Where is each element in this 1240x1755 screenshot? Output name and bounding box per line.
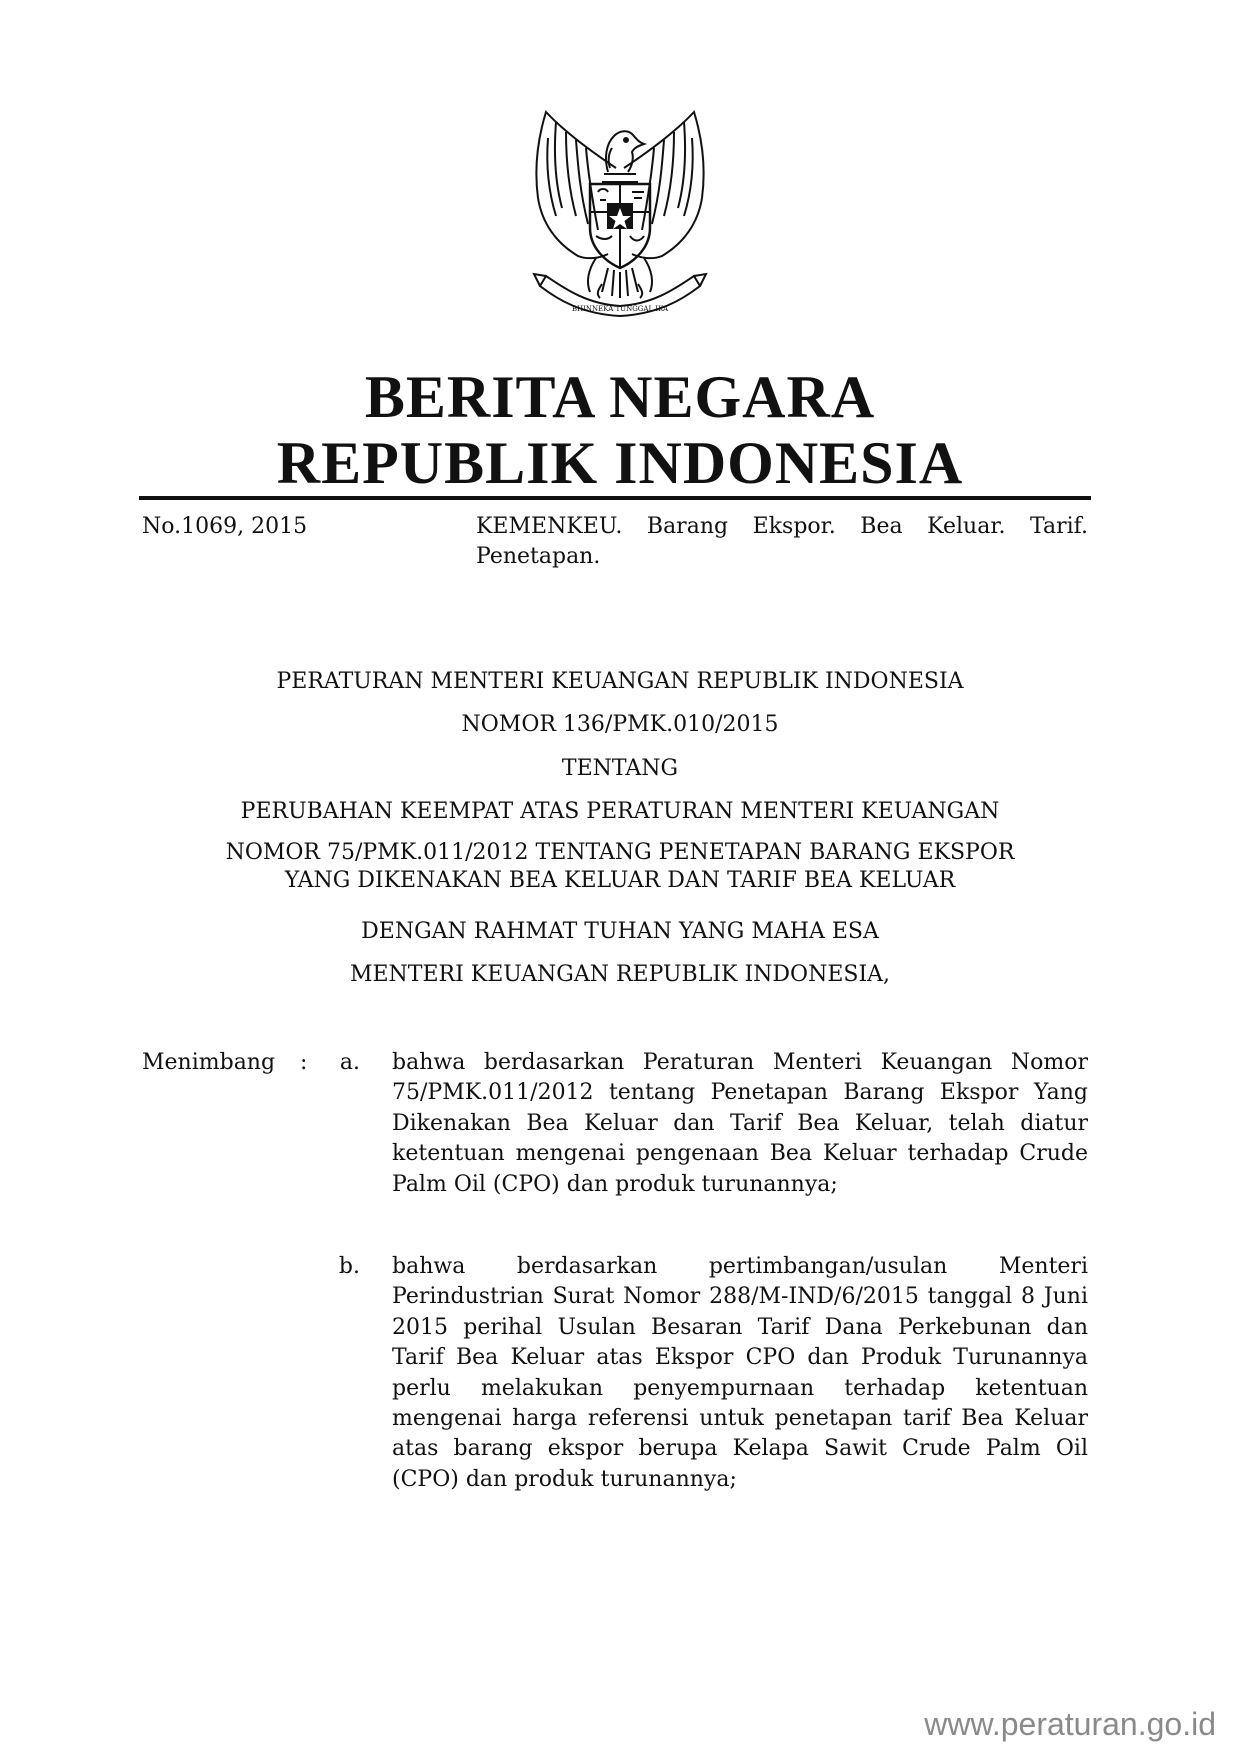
source-watermark: www.peraturan.go.id xyxy=(924,1706,1216,1742)
regulation-issuer: MENTERI KEUANGAN REPUBLIK INDONESIA, xyxy=(349,962,891,987)
regulation-subject-line1: PERUBAHAN KEEMPAT ATAS PERATURAN MENTERI KEUANGAN xyxy=(240,799,1000,824)
regulation-subject-line3: YANG DIKENAKAN BEA KELUAR DAN TARIF BEA KELUAR xyxy=(284,868,956,893)
garuda-emblem-icon xyxy=(516,108,724,318)
masthead-divider xyxy=(139,496,1091,500)
considering-item-letter: b. xyxy=(338,1254,360,1279)
emblem-motto: BHINNEKA TUNGGAL IKA xyxy=(571,305,669,313)
gazette-subject: KEMENKEU. Barang Ekspor. Bea Keluar. Tarif. Penetapan. xyxy=(476,514,1088,569)
regulation-title: PERATURAN MENTERI KEUANGAN REPUBLIK INDONESIA xyxy=(276,669,964,694)
regulation-about: TENTANG xyxy=(561,756,679,781)
considering-item-letter: a. xyxy=(339,1050,360,1075)
considering-item-text: bahwa berdasarkan pertimbangan/usulan Menteri Perindustrian Surat Nomor 288/M-IND/6/2015 tanggal 8 Juni 2015 perihal Usulan Besaran Tarif Dana Perkebunan dan Tarif Bea Keluar atas Ekspor CPO dan Produk Turunannya perlu melakukan penyempurnaan terhadap ketentuan mengenai harga referensi untuk penetapan tarif Bea Keluar atas barang ekspor berupa Kelapa Sawit Crude Palm Oil (CPO) dan produk turunannya; xyxy=(392,1254,1088,1492)
regulation-subject-line2: NOMOR 75/PMK.011/2012 TENTANG PENETAPAN BARANG EKSPOR xyxy=(225,840,1015,865)
gazette-number: No.1069, 2015 xyxy=(142,514,308,539)
considering-item-text: bahwa berdasarkan Peraturan Menteri Keuangan Nomor 75/PMK.011/2012 tentang Penetapan Barang Ekspor Yang Dikenakan Bea Keluar dan Tarif Bea Keluar, telah diatur ketentuan mengenai pengenaan Bea Keluar terhadap Crude Palm Oil (CPO) dan produk turunannya; xyxy=(392,1050,1088,1197)
considering-colon: : xyxy=(300,1050,308,1075)
regulation-grace: DENGAN RAHMAT TUHAN YANG MAHA ESA xyxy=(361,919,879,944)
masthead-title-line1: BERITA NEGARA xyxy=(364,364,876,430)
masthead-title-line2: REPUBLIK INDONESIA xyxy=(276,430,964,496)
considering-label: Menimbang xyxy=(142,1050,276,1075)
regulation-number: NOMOR 136/PMK.010/2015 xyxy=(461,712,779,737)
